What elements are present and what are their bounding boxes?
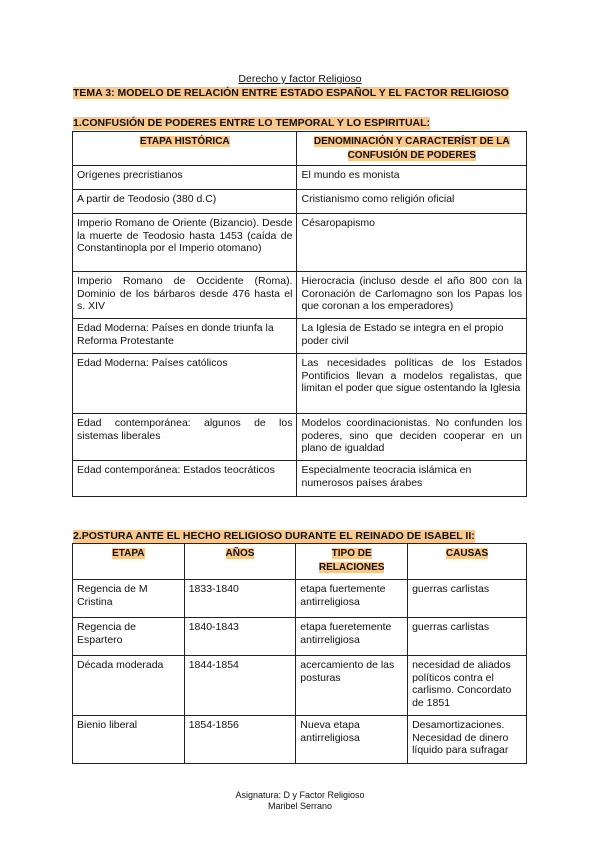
- section1-title: 1.CONFUSIÓN DE PODERES ENTRE LO TEMPORAL Y LO ESPIRITUAL:: [73, 117, 431, 129]
- table-cell: 1833-1840: [184, 580, 296, 618]
- table-cell: Regencia de M Cristina: [73, 580, 185, 618]
- table-header-cell: DENOMINACIÓN Y CARACTERÍST DE LA CONFUSIÓN DE PODERES: [297, 132, 527, 166]
- table-cell: Edad contemporánea: algunos de los sistemas liberales: [73, 414, 297, 461]
- table-cell: Hierocracia (incluso desde el año 800 con la Coronación de Carlomagno son los Papas los que coronan a los emperadores): [297, 272, 527, 319]
- table-cell: Bienio liberal: [73, 716, 185, 764]
- table-cell: El mundo es monista: [297, 166, 527, 190]
- table-header-cell: AÑOS: [184, 544, 296, 580]
- table-cell: etapa fueretemente antirreligiosa: [296, 618, 408, 656]
- table-cell: Nueva etapa antirreligiosa: [296, 716, 408, 764]
- table-header-cell: ETAPA HISTÓRICA: [73, 132, 297, 166]
- page-footer: [0, 790, 600, 812]
- table-header-cell: ETAPA: [73, 544, 185, 580]
- section1-table: [72, 131, 527, 497]
- table-cell: 1840-1843: [184, 618, 296, 656]
- table-cell: acercamiento de las posturas: [296, 656, 408, 716]
- table-cell: Edad Moderna: Países católicos: [73, 354, 297, 414]
- table-cell: necesidad de aliados políticos contra el carlismo. Concordato de 1851: [408, 656, 527, 716]
- table-cell: A partir de Teodosio (380 d.C): [73, 190, 297, 214]
- tema-heading: [73, 87, 513, 100]
- table-cell: Las necesidades políticas de los Estados Pontificios llevan a modelos regalistas, que limitan el poder que sigue ostentando la Iglesia: [297, 354, 527, 414]
- table-cell: Orígenes precristianos: [73, 166, 297, 190]
- table-cell: guerras carlistas: [408, 618, 527, 656]
- table-cell: Edad contemporánea: Estados teocráticos: [73, 461, 297, 497]
- table-cell: Edad Moderna: Países en donde triunfa la Reforma Protestante: [73, 319, 297, 354]
- table-cell: 1854-1856: [184, 716, 296, 764]
- table-header-cell: TIPO DE RELACIONES: [296, 544, 408, 580]
- table-cell: Modelos coordinacionistas. No confunden los poderes, sino que deciden cooperar en un plano de igualdad: [297, 414, 527, 461]
- footer-subject: Asignatura: D y Factor Religioso: [235, 790, 365, 800]
- table-cell: Desamortizaciones. Necesidad de dinero líquido para sufragar: [408, 716, 527, 764]
- table-cell: Imperio Romano de Oriente (Bizancio). Desde la muerte de Teodosio hasta 1453 (caída de Constantinopla por el Imperio otomano): [73, 214, 297, 272]
- table-cell: 1844-1854: [184, 656, 296, 716]
- section2-table: [72, 543, 527, 764]
- table-header-cell: CAUSAS: [408, 544, 527, 580]
- table-cell: Imperio Romano de Occidente (Roma). Dominio de los bárbaros desde 476 hasta el s. XIV: [73, 272, 297, 319]
- table-cell: Césaropapismo: [297, 214, 527, 272]
- tema-text: TEMA 3: MODELO DE RELACIÓN ENTRE ESTADO ESPAÑOL Y EL FACTOR RELIGIOSO: [73, 87, 509, 99]
- table-cell: etapa fuertemente antirreligiosa: [296, 580, 408, 618]
- section2-title: 2.POSTURA ANTE EL HECHO RELIGIOSO DURANTE EL REINADO DE ISABEL II:: [73, 530, 475, 542]
- table-cell: Década moderada: [73, 656, 185, 716]
- footer-author: Maribel Serrano: [267, 801, 333, 811]
- table-cell: Regencia de Espartero: [73, 618, 185, 656]
- table-cell: Cristianismo como religión oficial: [297, 190, 527, 214]
- table-cell: guerras carlistas: [408, 580, 527, 618]
- table-cell: Especialmente teocracia islámica en numerosos países árabes: [297, 461, 527, 497]
- document-title: Derecho y factor Religioso: [238, 73, 362, 85]
- table-cell: La Iglesia de Estado se integra en el propio poder civil: [297, 319, 527, 354]
